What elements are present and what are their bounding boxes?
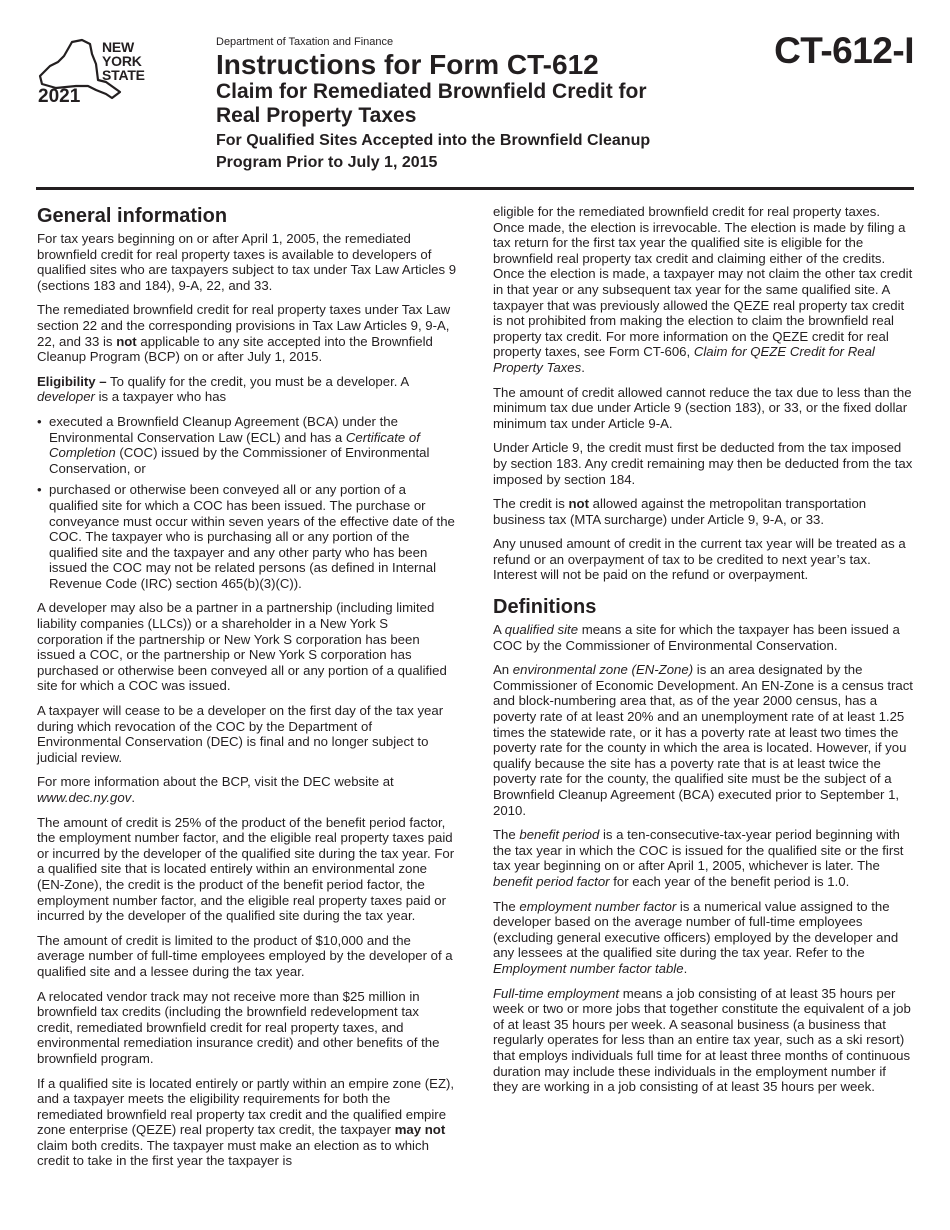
definition-full-time-employment: Full-time employment means a job consisting of at least 35 hours per week or two or more jobs that together constitute the equivalent of a job of at least 35 hours per week. A seasonal business (a business that regularly operates for less than an entire tax year, such as a ski resort) that employs individuals full time for at least three months of continuous duration may include these individuals in the employment number if they are working in a job consisting of at least 35 hours per week. (493, 985, 911, 1095)
nys-logo (36, 36, 156, 108)
definition-employment-number-factor: The employment number factor is a numerical value assigned to the developer based on the average number of full-time employees (excluding general executive officers) employed by the developer and any lessees at the qualified site during the tax year. Refer to the Employment number factor table. (493, 898, 899, 976)
state-line-new: NEW (102, 39, 135, 55)
definition-benefit-period: The benefit period is a ten-consecutive-tax-year period beginning with the tax year in which the COC is issued for the qualified site or the first tax year beginning on or after April 1, 2005, whichever is later. The benefit period factor for each year of the benefit period is 1.0. (493, 827, 904, 889)
state-line-state: STATE (102, 67, 145, 83)
definition-qualified-site: A qualified site means a site for which the taxpayer has been issued a COC by the Commissioner of Environmental Conservation. (493, 622, 900, 653)
paragraph-article-9: Under Article 9, the credit must first be deducted from the tax imposed by section 183. Any credit remaining may then be deducted from the tax imposed by section 184. (493, 440, 913, 487)
subtitle-line-2: Real Property Taxes (216, 104, 417, 127)
list-item: • executed a Brownfield Cleanup Agreement (BCA) under the Environmental Conservation Law (ECL) and has a Certificate of Completion (COC) issued by the Commissioner of Environmental Conservation, or (37, 414, 457, 476)
paragraph-credit-limit: The amount of credit is limited to the product of $10,000 and the average number of full-time employees employed by the developer of a qualified site and a lessee during the tax year. (37, 932, 453, 979)
paragraph-eligibility: Eligibility – To qualify for the credit, you must be a developer. A developer is a taxpayer who has (37, 373, 409, 405)
paragraph-mta: The credit is not allowed against the metropolitan transportation business tax (MTA surcharge) under Article 9, 9-A, or 33. (493, 496, 867, 527)
paragraph-cease: A taxpayer will cease to be a developer on the first day of the tax year during which revocation of the COC by the Department of Environmental Conservation (DEC) is final and no longer subject to judicial review. (37, 703, 444, 765)
header-divider (36, 187, 914, 190)
paragraph-empire-zone: If a qualified site is located entirely or partly within an empire zone (EZ), and a taxpayer meets the eligibility requirements for both the remediated brownfield real property tax credit and the qualified empire zone enterprise (QEZE) real property tax credit, the taxpayer may not claim both credits. The taxpayer must make an election as to which credit to take in the first year the taxpayer is (37, 1075, 455, 1169)
paragraph-more-info: For more information about the BCP, visit the DEC website at www.dec.ny.gov. (37, 774, 394, 805)
page-title: Instructions for Form CT-612 (216, 49, 599, 80)
definitions-heading: Definitions (493, 596, 597, 619)
state-line-york: YORK (102, 53, 142, 69)
list-item: • purchased or otherwise been conveyed all or any portion of a qualified site for which a COC has been issued. The purchase or conveyance must occur within seven years of the effective date of the COC. The taxpayer who is purchasing all or any portion of the qualified site and the taxpayer and any other party who has been issued the COC may not be related persons (as defined in Internal Revenue Code (IRC) section 465(b)(3)(C)). (37, 482, 457, 591)
department-name: Department of Taxation and Finance (216, 36, 394, 48)
subtitle-line-1: Claim for Remediated Brownfield Credit for (216, 80, 647, 103)
paragraph-tax-years: For tax years beginning on or after April 1, 2005, the remediated brownfield credit for real property taxes is available to developers of qualified sites who are taxpayers subject to tax under Tax Law Articles 9 (sections 183 and 184), 9-A, 22, and 33. (37, 231, 457, 293)
paragraph-credit-amount: The amount of credit is 25% of the product of the benefit period factor, the employment number factor, and the eligible real property taxes paid or incurred by the developer of the qualified site during the tax year. For a qualified site that is located entirely within an environmental zone (EN-Zone), the credit is the product of the benefit period factor, the employment number factor, and the eligible real property taxes paid or incurred by the developer of the qualified site during the tax year. (37, 814, 455, 924)
right-column (493, 204, 913, 1104)
dec-website-link[interactable]: www.dec.ny.gov (37, 790, 132, 805)
state-name (102, 40, 145, 82)
form-header (216, 36, 756, 172)
paragraph-unused-credit: Any unused amount of credit in the current tax year will be treated as a refund or an overpayment of tax to be credited to next year’s tax. Interest will not be paid on the refund or overpayment. (493, 536, 906, 583)
form-number: CT-612-I (774, 30, 914, 71)
paragraph-minimum-tax: The amount of credit allowed cannot reduce the tax due to less than the minimum tax due under Article 9 (section 183), or 33, or the fixed dollar minimum tax under Article 9-A. (493, 384, 912, 431)
definition-en-zone: An environmental zone (EN-Zone) is an area designated by the Commissioner of Economic Development. An EN-Zone is a census tract and block-numbering area that, as of the year 2000 census, has a poverty rate of at least 20% and an unemployment rate of at least 1.25 times the statewide rate, or it has a poverty rate at least two times the poverty rate for the county in which the area is located. However, if you qualify because the site has a poverty rate that is at least twice the poverty rate for the county, the qualified site must be the subject of a Brownfield Cleanup Agreement (BCA) executed prior to September 1, 2010. (493, 662, 913, 818)
paragraph-partner: A developer may also be a partner in a partnership (including limited liability companies (LLCs)) or a shareholder in a New York S corporation if the partnership or New York S corporation has been issued a COC, or the partnership or New York S corporation has purchased or otherwise been conveyed all or any portion of a qualified site for which a COC was issued. (37, 600, 447, 694)
eligibility-list (37, 414, 457, 592)
paragraph-not-applicable: The remediated brownfield credit for real property taxes under Tax Law section 22 and the corresponding provisions in Tax Law Articles 9, 9-A, 22, and 33 is not applicable to any site accepted into the Brownfield Cleanup Program (BCP) on or after July 1, 2015. (37, 302, 451, 365)
paragraph-election: eligible for the remediated brownfield credit for real property taxes. Once made, the election is irrevocable. The election is made by filing a tax return for the first tax year the qualified site is eligible for the brownfield real property tax credit and claiming either of the credits. Once the election is made, a taxpayer may not claim the other tax credit in that year or any subsequent tax year for the same qualified site. A taxpayer that was previously allowed the QEZE real property tax credit is not prohibited from making the election to claim the brownfield real property tax credit. For more information on the QEZE credit for real property taxes, see Form CT-606, Claim for QEZE Credit for Real Property Taxes. (493, 204, 913, 375)
left-column (37, 204, 457, 1178)
general-information-heading: General information (37, 205, 228, 227)
subtitle-line-3: For Qualified Sites Accepted into the Brownfield Cleanup (216, 132, 651, 149)
tax-year: 2021 (38, 86, 81, 107)
paragraph-relocated-vendor: A relocated vendor track may not receive more than $25 million in brownfield tax credits (including the brownfield redevelopment tax credit, remediated brownfield credit for real property taxes, and environmental remediation insurance credit) and other benefits of the brownfield program. (37, 988, 440, 1066)
subtitle-line-4: Program Prior to July 1, 2015 (216, 154, 438, 171)
